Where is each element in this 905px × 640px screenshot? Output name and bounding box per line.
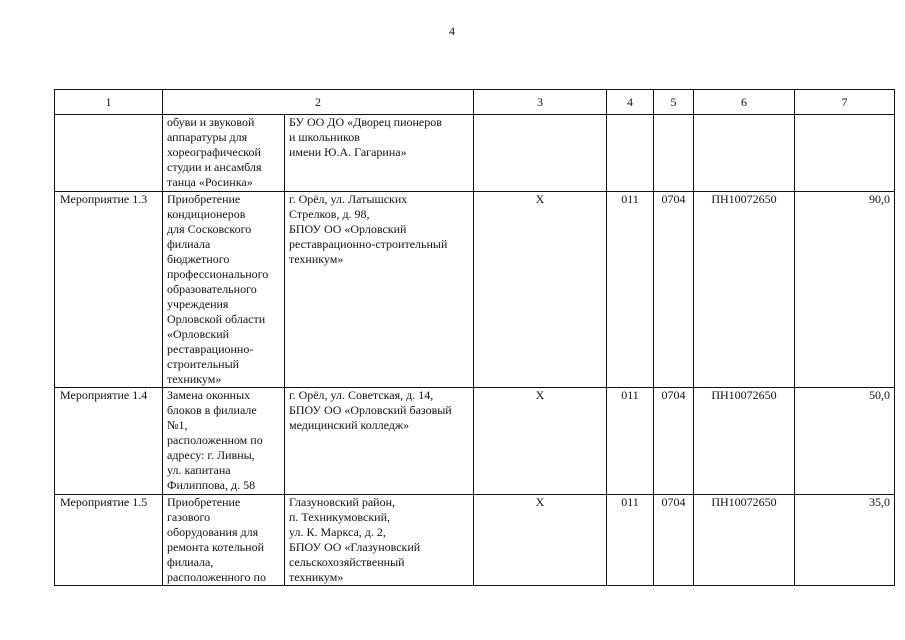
col4-cell: 011 (607, 495, 654, 586)
row-label-cell: Мероприятие 1.4 (55, 388, 163, 495)
col3-cell: Х (474, 388, 607, 495)
header-cell-2: 2 (163, 90, 474, 115)
col6-cell: ПН10072650 (694, 495, 795, 586)
address-cell: г. Орёл, ул. Советская, д. 14, БПОУ ОО «Орловский базовый медицинский колледж» (285, 388, 474, 495)
row-label-cell: Мероприятие 1.5 (55, 495, 163, 586)
header-cell-3: 3 (474, 90, 607, 115)
address-cell: Глазуновский район, п. Техникумовский, ул. К. Маркса, д. 2, БПОУ ОО «Глазуновский сельскохозяйственный техникум» (285, 495, 474, 586)
address-cell: БУ ОО ДО «Дворец пионеров и школьников имени Ю.А. Гагарина» (285, 115, 474, 192)
col3-cell: Х (474, 495, 607, 586)
col6-cell (694, 115, 795, 192)
page-number: 4 (449, 24, 455, 38)
col4-cell: 011 (607, 192, 654, 388)
table-row (55, 388, 895, 495)
description-cell: Замена оконных блоков в филиале №1, расположенном по адресу: г. Ливны, ул. капитана Филиппова, д. 58 (163, 388, 285, 495)
budget-table (54, 89, 895, 586)
header-cell-4: 4 (607, 90, 654, 115)
row-label-cell (55, 115, 163, 192)
header-cell-6: 6 (694, 90, 795, 115)
description-cell: Приобретение газового оборудования для ремонта котельной филиала, расположенного по (163, 495, 285, 586)
col7-cell: 50,0 (795, 388, 895, 495)
header-cell-5: 5 (654, 90, 694, 115)
col5-cell: 0704 (654, 495, 694, 586)
col4-cell: 011 (607, 388, 654, 495)
col6-cell: ПН10072650 (694, 388, 795, 495)
header-cell-1: 1 (55, 90, 163, 115)
col7-cell (795, 115, 895, 192)
table-header-row (55, 90, 895, 115)
address-cell: г. Орёл, ул. Латышских Стрелков, д. 98, БПОУ ОО «Орловский реставрационно-строительный техникум» (285, 192, 474, 388)
header-cell-7: 7 (795, 90, 895, 115)
description-cell: обуви и звуковой аппаратуры для хореографической студии и ансамбля танца «Росинка» (163, 115, 285, 192)
col3-cell (474, 115, 607, 192)
col3-cell: Х (474, 192, 607, 388)
description-cell: Приобретение кондиционеров для Сосковского филиала бюджетного профессионального образовательного учреждения Орловской области «Орловский реставрационно- строительный техникум» (163, 192, 285, 388)
col4-cell (607, 115, 654, 192)
table-row (55, 495, 895, 586)
col7-cell: 35,0 (795, 495, 895, 586)
col6-cell: ПН10072650 (694, 192, 795, 388)
table-row (55, 115, 895, 192)
table-row (55, 192, 895, 388)
row-label-cell: Мероприятие 1.3 (55, 192, 163, 388)
col5-cell (654, 115, 694, 192)
col7-cell: 90,0 (795, 192, 895, 388)
col5-cell: 0704 (654, 388, 694, 495)
col5-cell: 0704 (654, 192, 694, 388)
